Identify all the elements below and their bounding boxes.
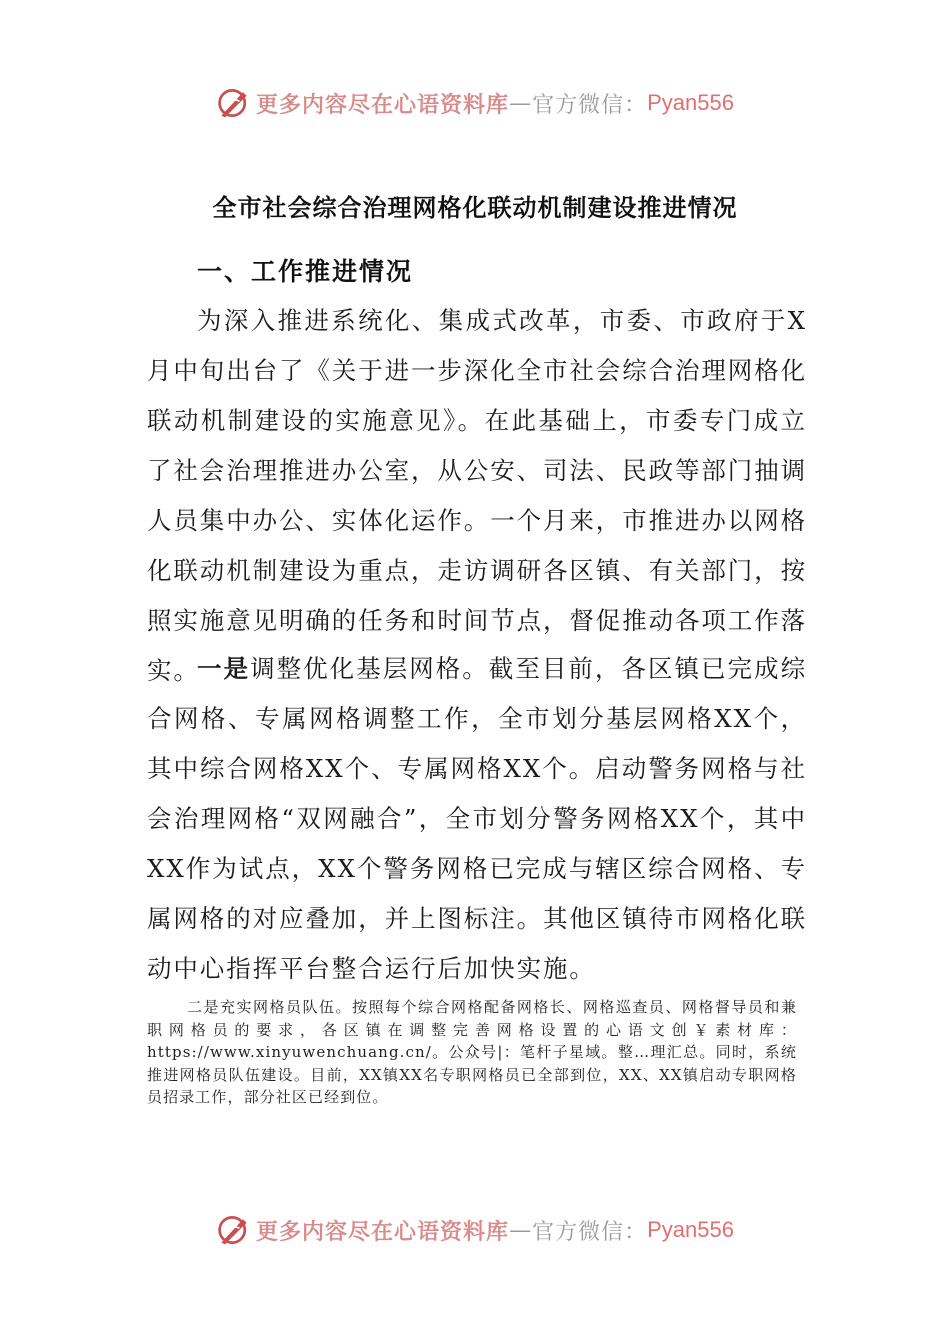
section-heading: 一、工作推进情况 [197, 257, 414, 286]
paragraph-3: 二是充实网格员队伍。按照每个综合网格配备网格长、网格巡查员、网格督导员和兼职网格员的要求，各区镇在调整完善网格设置的心语文创￥素材库：https://www.xinyuwenchuang.cn/。公众号|：笔杆子星域。整…理汇总。同时，系统推进网格员队伍建设。目前，XX镇XX名专职网格员已全部到位，XX、XX镇启动专职网格员招录工作，部分社区已经到位。 [147, 998, 797, 1106]
watermark-footer [0, 1210, 950, 1250]
watermark-wechat-id: Pyan556 [647, 90, 734, 115]
watermark-sub-text: 官方微信： [532, 1219, 648, 1245]
watermark-separator: — [509, 90, 533, 116]
paragraph-2 [147, 644, 807, 994]
watermark-wechat-id: Pyan556 [647, 1217, 734, 1242]
watermark-separator: — [509, 1217, 533, 1243]
paragraph-1: 为深入推进系统化、集成式改革，市委、市政府于X月中旬出台了《关于进一步深化全市社会综合治理网格化联动机制建设的实施意见》。在此基础上，市委专门成立了社会治理推进办公室，从公安、司法、民政等部门抽调人员集中办公、实体化运作。一个月来，市推进办以网格化联动机制建设为重点，走访调研各区镇、有关部门，按照实施意见明确的任务和时间节点，督促推动各项工作落实。 [147, 306, 807, 685]
paragraph-2-body: 调整优化基层网格。截至目前，各区镇已完成综合网格、专属网格调整工作，全市划分基层网格XX个，其中综合网格XX个、专属网格XX个。启动警务网格与社会治理网格“双网融合”，全市划分警务网格XX个，其中XX作为试点，XX个警务网格已完成与辖区综合网格、专属网格的对应叠加，并上图标注。其他区镇待市网格化联动中心指挥平台整合运行后加快实施。 [147, 654, 807, 983]
watermark-sub-text: 官方微信： [532, 92, 648, 118]
pen-logo-icon [216, 85, 252, 121]
watermark-header [0, 83, 950, 123]
pen-logo-icon [216, 1212, 252, 1248]
document-title: 全市社会综合治理网格化联动机制建设推进情况 [212, 194, 738, 223]
watermark-main-text: 更多内容尽在心语资料库 [256, 91, 510, 118]
watermark-main-text: 更多内容尽在心语资料库 [256, 1218, 510, 1245]
paragraph-2-lead: 一是 [197, 654, 251, 683]
